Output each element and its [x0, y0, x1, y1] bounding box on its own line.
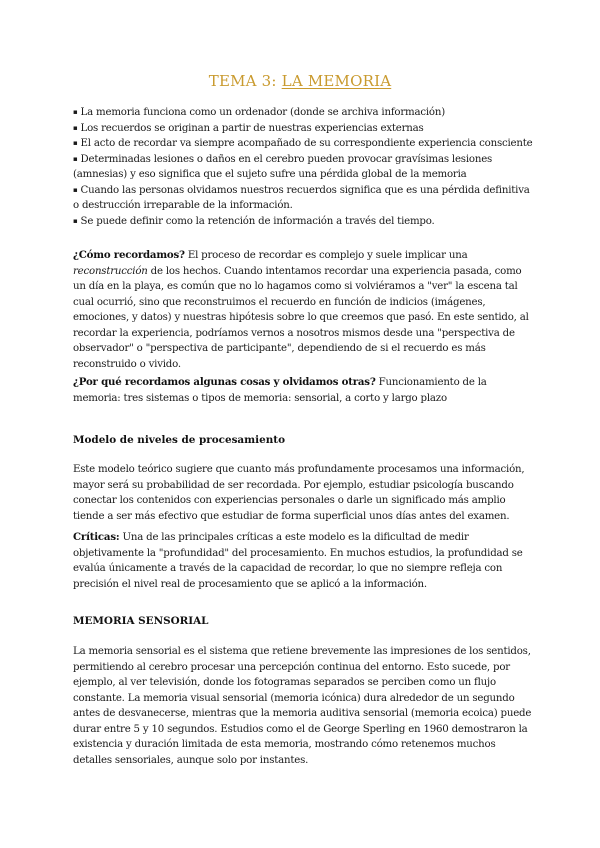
title-main: LA MEMORIA	[281, 72, 392, 90]
intro-bullet-list	[73, 105, 533, 229]
bullet-item: ▪ Los recuerdos se originan a partir de nuestras experiencias externas	[73, 121, 533, 137]
sensorial-paragraph: La memoria sensorial es el sistema que retiene brevemente las impresiones de los sentidos, permitiendo al cerebro procesar una percepción continua del entorno. Esto sucede, por ejemplo, al ver televisión, donde los fotogramas separados se perciben como un flujo constante. La memoria visual sensorial (memoria icónica) dura alrededor de un segundo antes de desvanecerse, mientras que la memoria auditiva sensorial (memoria ecoica) puede durar entre 5 y 10 segundos. Estudios como el de George Sperling en 1960 demostraron la existencia y duración limitada de esta memoria, mostrando cómo retenemos muchos detalles sensoriales, aunque solo por instantes.	[73, 646, 532, 766]
por-que-lead: ¿Por qué recordamos algunas cosas y olvidamos otras?	[73, 376, 376, 388]
bullet-item: ▪ Se puede definir como la retención de información a través del tiempo.	[73, 214, 533, 230]
sensorial-heading: MEMORIA SENSORIAL	[73, 615, 209, 627]
title-prefix: TEMA 3:	[208, 72, 282, 90]
como-text-1: El proceso de recordar es complejo y suele implicar una	[184, 250, 468, 261]
criticas-paragraph	[73, 530, 533, 592]
por-que-paragraph	[73, 375, 533, 406]
criticas-text: Una de las principales críticas a este modelo es la dificultad de medir objetivamente la "profundidad" del procesamiento. En muchos estudios, la profundidad se evalúa únicamente a través de la capacidad de recordar, lo que no siempre refleja con precisión el nivel real de procesamiento que se aplicó a la información.	[73, 532, 523, 590]
criticas-lead: Críticas:	[73, 531, 120, 543]
bullet-item: ▪ Cuando las personas olvidamos nuestros recuerdos significa que es una pérdida definitiva o destrucción irreparable de la información.	[73, 183, 533, 214]
como-recordamos-paragraph	[73, 248, 533, 372]
bullet-item: ▪ El acto de recordar va siempre acompañado de su correspondiente experiencia consciente	[73, 136, 533, 152]
modelo-paragraph: Este modelo teórico sugiere que cuanto más profundamente procesamos una información, mayor será su probabilidad de ser recordada. Por ejemplo, estudiar psicología buscando conectar los contenidos con experiencias personales o darle un significado más amplio tiende a ser más efectivo que estudiar de forma superficial unos días antes del examen.	[73, 464, 525, 522]
bullet-item: ▪ Determinadas lesiones o daños en el cerebro pueden provocar gravísimas lesiones (amnesias) y eso significa que el sujeto sufre una pérdida global de la memoria	[73, 152, 533, 183]
page-title	[0, 72, 600, 90]
como-recordamos-lead: ¿Cómo recordamos?	[73, 249, 185, 261]
bullet-item: ▪ La memoria funciona como un ordenador (donde se archiva información)	[73, 105, 533, 121]
como-italic-term: reconstrucción	[73, 265, 148, 277]
modelo-heading: Modelo de niveles de procesamiento	[73, 434, 285, 446]
por-que-text: Funcionamiento de la memoria: tres sistemas o tipos de memoria: sensorial, a corto y largo plazo	[73, 377, 487, 404]
como-text-2: de los hechos. Cuando intentamos recordar una experiencia pasada, como un día en la playa, es común que no lo hagamos como si volviéramos a "ver" la escena tal cual ocurrió, sino que reconstruimos el recuerdo en función de indicios (imágenes, emociones, y datos) y nuestras hipótesis sobre lo que creemos que pasó. En este sentido, al recordar la experiencia, podríamos vernos a nosotros mismos desde una "perspectiva de observador" o "perspectiva de participante", dependiendo de si el recuerdo es más reconstruido o vivido.	[73, 265, 529, 370]
